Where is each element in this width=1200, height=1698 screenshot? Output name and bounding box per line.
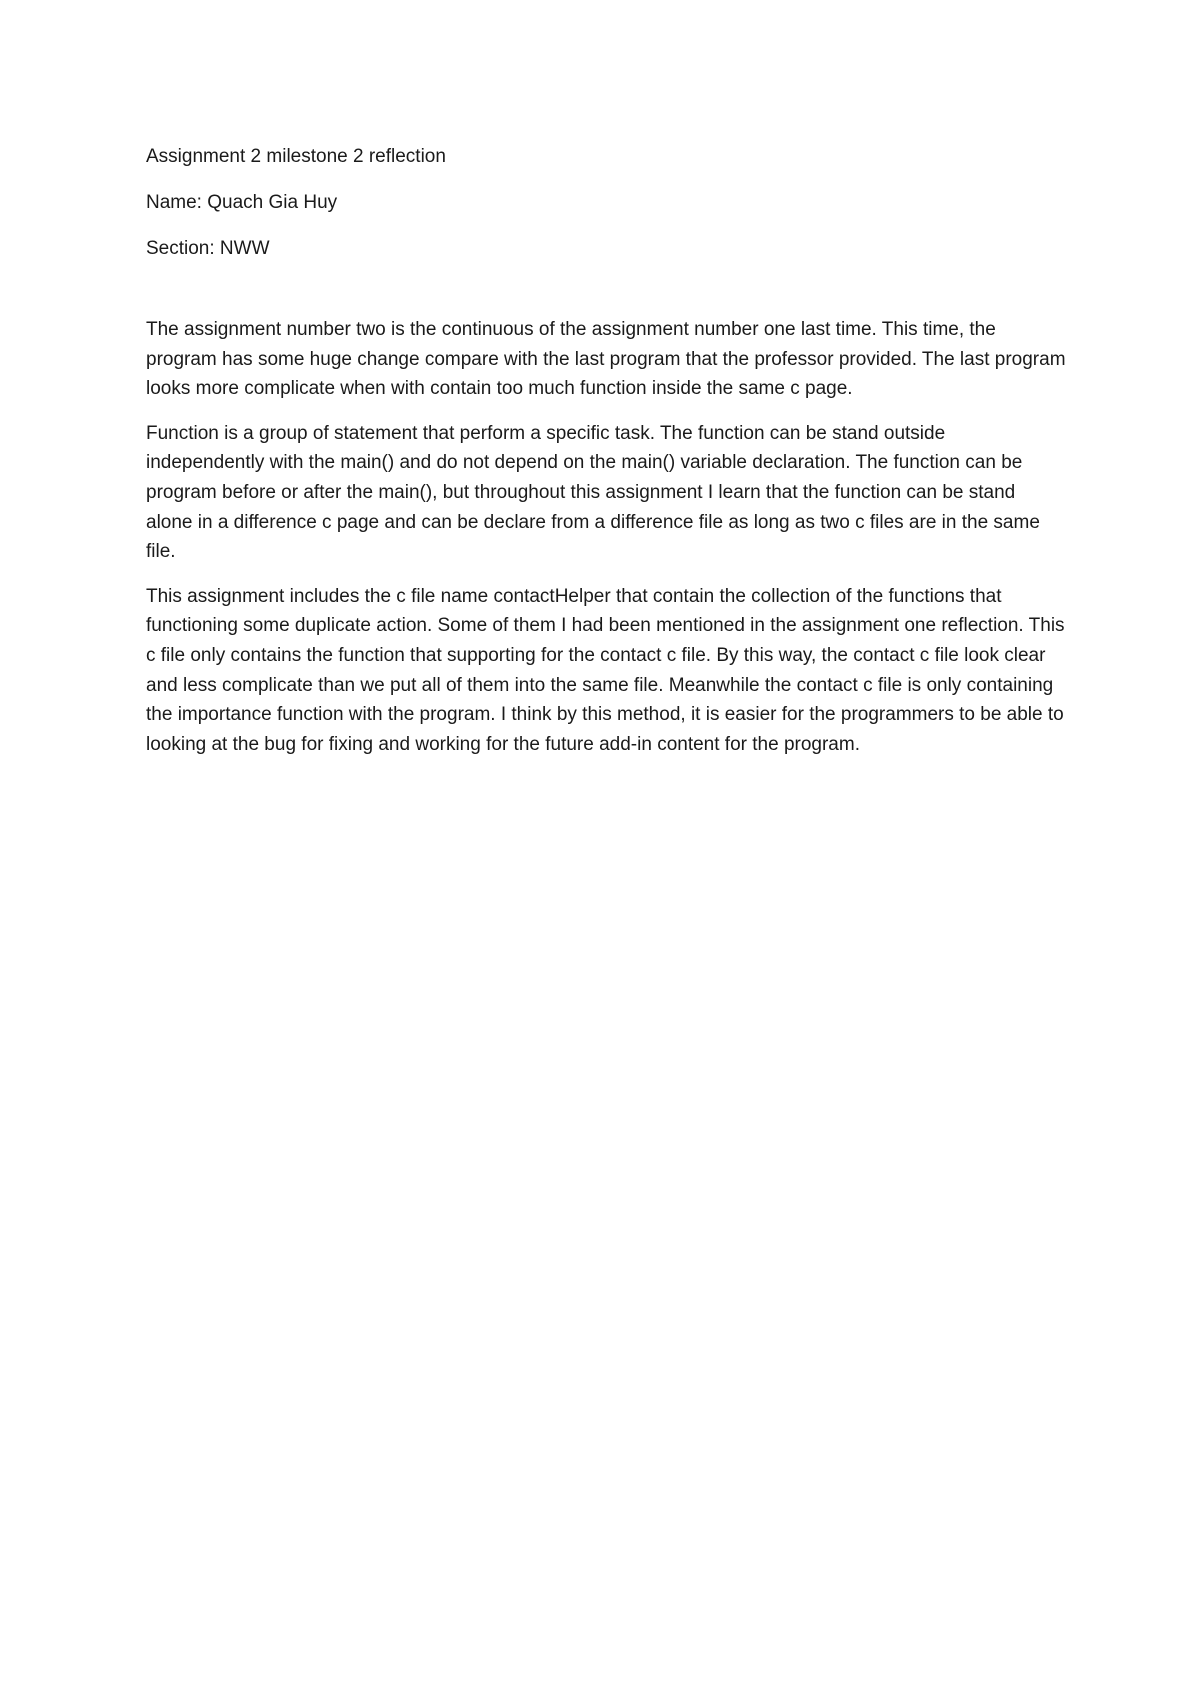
document-content <box>146 144 1066 759</box>
body-paragraph-3: This assignment includes the c file name contactHelper that contain the collection of the functions that functioning some duplicate action. Some of them I had been mentioned in the assignment one reflection. This c file only contains the function that supporting for the contact c file. By this way, the contact c file look clear and less complicate than we put all of them into the same file. Meanwhile the contact c file is only containing the importance function with the program. I think by this method, it is easier for the programmers to be able to looking at the bug for fixing and working for the future add-in content for the program. <box>146 585 1065 755</box>
section-line: Section: NWW <box>146 238 270 259</box>
body-paragraph-2: Function is a group of statement that perform a specific task. The function can be stand outside independently with the main() and do not depend on the main() variable declaration. The function can be program before or after the main(), but throughout this assignment I learn that the function can be stand alone in a difference c page and can be declare from a difference file as long as two c files are in the same file. <box>146 422 1040 563</box>
body-paragraph-1: The assignment number two is the continuous of the assignment number one last time. This time, the program has some huge change compare with the last program that the professor provided. The last program looks more complicate when with contain too much function inside the same c page. <box>146 319 1066 400</box>
document-title: Assignment 2 milestone 2 reflection <box>146 146 446 167</box>
author-name-line: Name: Quach Gia Huy <box>146 192 338 213</box>
document-body <box>146 315 1066 759</box>
